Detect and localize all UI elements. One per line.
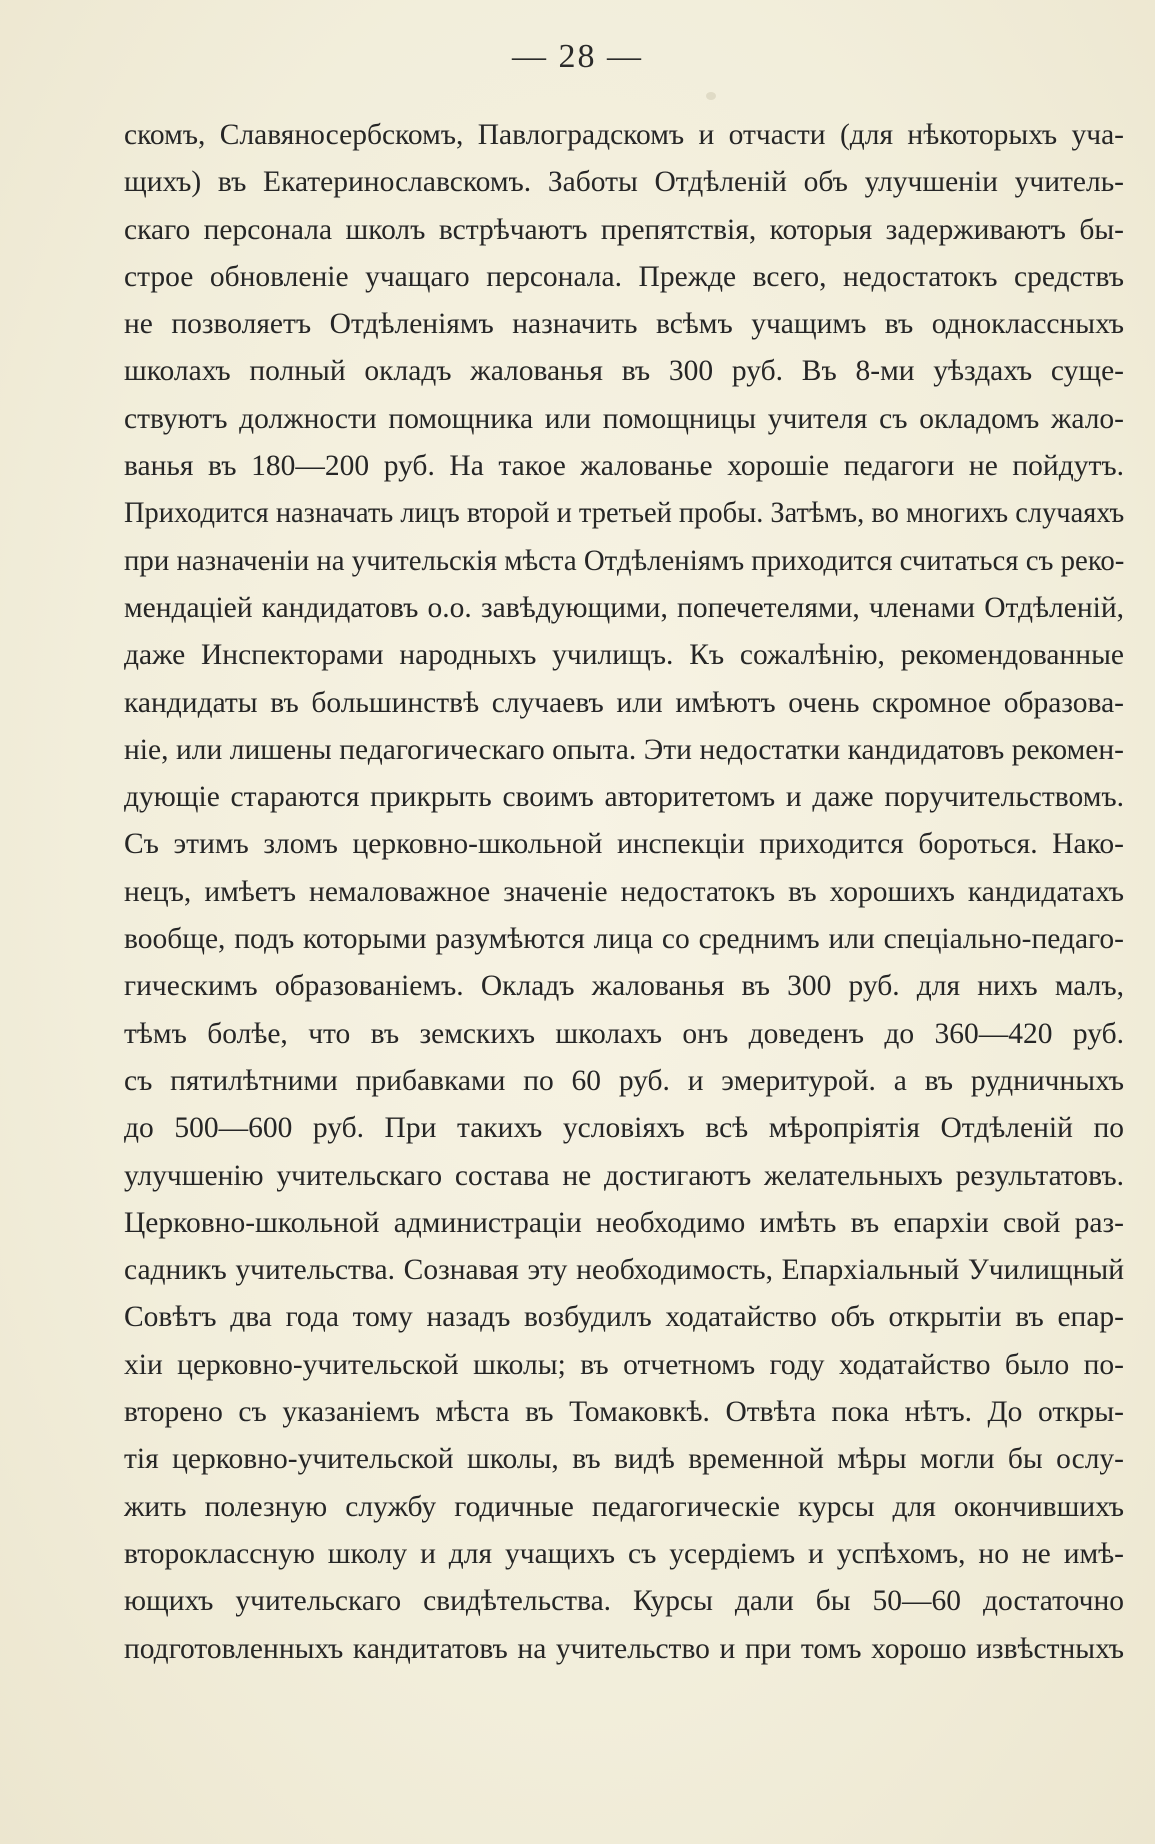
text-line: скаго персонала школъ встрѣчаютъ препятствія, которыя задерживаютъ бы- <box>124 213 1124 246</box>
text-line: ющихъ учительскаго свидѣтельства. Курсы дали бы 50—60 достаточно <box>124 1585 1124 1618</box>
text-line: строе обновленіе учащаго персонала. Прежде всего, недостатокъ средствъ <box>124 260 1124 293</box>
text-line: гическимъ образованіемъ. Окладъ жалованья въ 300 руб. для нихъ малъ, <box>124 970 1124 1003</box>
paper-speck <box>706 92 716 100</box>
text-line: нецъ, имѣетъ немаловажное значеніе недостатокъ въ хорошихъ кандидатахъ <box>124 875 1124 908</box>
text-line: садникъ учительства. Сознавая эту необходимость, Епархіальный Училищный <box>124 1254 1124 1287</box>
text-line: съ пятилѣтними прибавками по 60 руб. и эмеритурой. а въ рудничныхъ <box>124 1064 1124 1097</box>
text-line: Совѣтъ два года тому назадъ возбудилъ ходатайство объ открытіи въ епар- <box>124 1301 1124 1334</box>
text-line: ванья въ 180—200 руб. На такое жалованье хорошіе педагоги не пойдутъ. <box>124 450 1124 483</box>
text-line: до 500—600 руб. При такихъ условіяхъ всѣ мѣропріятія Отдѣленій по <box>124 1112 1124 1145</box>
page-number: — 28 — <box>512 38 643 75</box>
text-line: жить полезную службу годичные педагогическіе курсы для окончившихъ <box>124 1490 1124 1523</box>
text-line: при назначеніи на учительскія мѣста Отдѣленіямъ приходится считаться съ реко- <box>124 544 1125 577</box>
text-line: Церковно-школьной администраціи необходимо имѣть въ епархіи свой раз- <box>124 1206 1124 1239</box>
text-line: улучшенію учительскаго состава не достигаютъ желательныхъ результатовъ. <box>124 1159 1124 1192</box>
text-line: школахъ полный окладъ жалованья въ 300 руб. Въ 8-ми уѣздахъ суще- <box>124 355 1124 388</box>
text-line: кандидаты въ большинствѣ случаевъ или имѣютъ очень скромное образова- <box>124 686 1124 719</box>
text-line: Съ этимъ зломъ церковно-школьной инспекціи приходится бороться. Нако- <box>124 828 1124 861</box>
text-line: ствуютъ должности помощника или помощницы учителя съ окладомъ жало- <box>124 402 1124 435</box>
text-line: Приходится назначать лицъ второй и третьей пробы. Затѣмъ, во многихъ случаяхъ <box>124 497 1125 530</box>
text-line: не позволяетъ Отдѣленіямъ назначить всѣмъ учащимъ въ одноклассныхъ <box>124 308 1124 341</box>
text-line: скомъ, Славяносербскомъ, Павлоградскомъ и отчасти (для нѣкоторыхъ уча- <box>124 119 1124 151</box>
text-line: щихъ) въ Екатеринославскомъ. Заботы Отдѣленій объ улучшеніи учитель- <box>124 166 1124 199</box>
text-line: вторено съ указаніемъ мѣста въ Томаковкѣ. Отвѣта пока нѣтъ. До откры- <box>124 1396 1124 1429</box>
text-line: тія церковно-учительской школы, въ видѣ временной мѣры могли бы ослу- <box>124 1443 1124 1476</box>
text-line: хіи церковно-учительской школы; въ отчетномъ году ходатайство было по- <box>124 1348 1124 1381</box>
body-text <box>124 112 1124 1673</box>
text-line: мендаціей кандидатовъ о.о. завѣдующими, попечетелями, членами Отдѣленій, <box>124 591 1124 624</box>
text-line: тѣмъ болѣе, что въ земскихъ школахъ онъ доведенъ до 360—420 руб. <box>124 1017 1124 1050</box>
text-line: второклассную школу и для учащихъ съ усердіемъ и успѣхомъ, но не имѣ- <box>124 1537 1124 1570</box>
text-line: подготовленныхъ кандитатовъ на учительство и при томъ хорошо извѣстныхъ <box>124 1632 1124 1665</box>
text-line: даже Инспекторами народныхъ училищъ. Къ сожалѣнію, рекомендованные <box>124 639 1124 672</box>
text-line: дующіе стараются прикрыть своимъ авторитетомъ и даже поручительствомъ. <box>124 781 1124 814</box>
text-line: ніе, или лишены педагогическаго опыта. Эти недостатки кандидатовъ рекомен- <box>124 733 1124 766</box>
text-line: вообще, подъ которыми разумѣются лица со среднимъ или спеціально-педаго- <box>124 923 1124 956</box>
